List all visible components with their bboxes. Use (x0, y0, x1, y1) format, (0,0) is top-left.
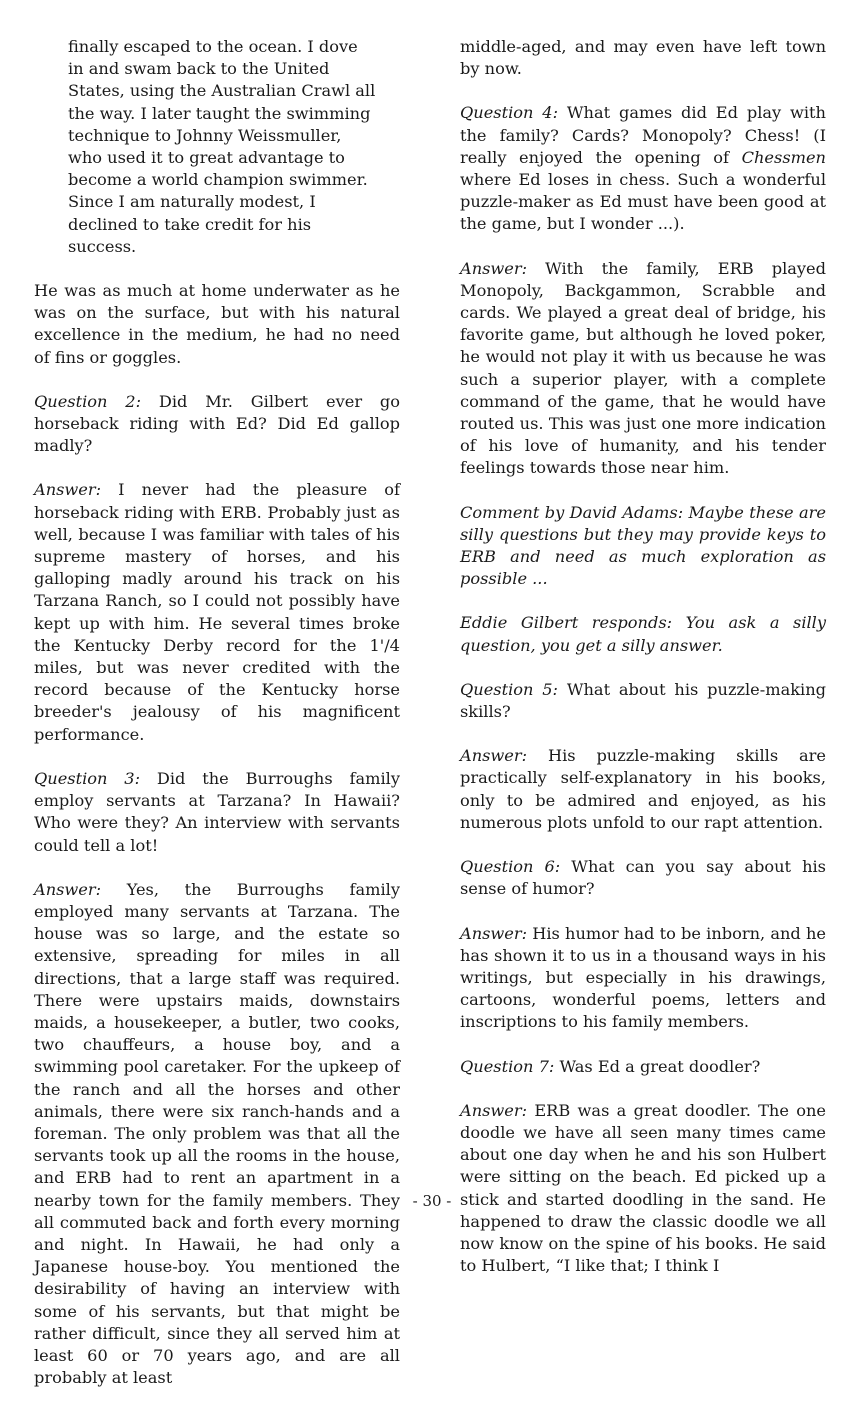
answer-6 (460, 923, 826, 1034)
question-label: Question 2: (34, 391, 142, 411)
question-4 (460, 102, 826, 235)
question-text: Did the Burroughs family employ servants at Tarzana? In Hawaii? Who were they? An interview with servants could tell a lot! (34, 768, 400, 855)
answer-text: His puzzle-making skills are practically self-explanatory in his books, only to be admired and enjoyed, as his numerous plots unfold to our rapt attention. (460, 746, 826, 832)
question-label: Question 7: (460, 1056, 555, 1076)
question-text: What about his puzzle-making skills? (460, 679, 827, 722)
question-label: Question 3: (34, 768, 141, 788)
comment-david-adams: Comment by David Adams: Maybe these are silly questions but they may provide keys to ERB and need as much exploration as possible ... (460, 502, 826, 589)
answer-label: Answer: (460, 746, 528, 766)
question-2 (34, 391, 400, 458)
page-number: - 30 - (412, 1192, 452, 1210)
question-label: Question 4: (460, 103, 559, 123)
answer-5 (460, 745, 826, 834)
question-3 (34, 768, 400, 857)
book-title: Chessmen (741, 147, 826, 167)
question-text: What games did Ed play with the family? Cards? Monopoly? Chess! (I really enjoyed the opening of (460, 103, 826, 167)
question-text: Did Mr. Gilbert ever go horseback riding with Ed? Did Ed gallop madly? (34, 391, 401, 456)
answer-3 (34, 879, 400, 1390)
answer-label: Answer: (34, 879, 102, 899)
question-text: Was Ed a great doodler? (554, 1056, 761, 1076)
question-label: Question 5: (460, 679, 559, 699)
response-eddie-gilbert: Eddie Gilbert responds: You ask a silly question, you get a silly answer. (460, 613, 826, 655)
question-6 (460, 856, 826, 900)
body-paragraph: He was as much at home underwater as he was on the surface, but with his natural excellence in the medium, he had no need of fins or goggles. (34, 281, 400, 367)
answer-text: Yes, the Burroughs family employed many servants at Tarzana. The house was so large, and the estate so extensive, spreading for miles in all directions, that a large staff was required. There were upstairs maids, downstairs maids, a housekeeper, a butler, two cooks, two chauffeurs, a house boy, and a swimming pool caretaker. For the upkeep of the ranch and all the horses and other animals, there were six ranch-hands and a foreman. The only problem was that all the servants took up all the rooms in the house, and ERB had to rent an apartment in a nearby town for the family members. They all commuted back and forth every morning and night. In Hawaii, he had only a Japanese house-boy. You mentioned the desirability of having an interview with some of his servants, but that might be rather difficult, since they all served him at least 60 or 70 years ago, and are all probably at least (34, 879, 400, 1388)
question-5 (460, 679, 826, 723)
answer-text: His humor had to be inborn, and he has shown it to us in a thousand ways in his writings, but especially in his drawings, cartoons, wonderful poems, letters and inscriptions to his family members. (460, 923, 826, 1032)
answer-text: I never had the pleasure of horseback riding with ERB. Probably just as well, because I was familiar with tales of his supreme mastery of horses, and his galloping madly around his track on his Tarzana Ranch, so I could not possibly have kept up with him. He several times broke the Kentucky Derby record for the 1'/4 miles, but was never credited with the record because of the Kentucky horse breeder's jealousy of his magnificent performance. (34, 480, 400, 744)
continued-paragraph: middle-aged, and may even have left town by now. (460, 37, 826, 79)
answer-label: Answer: (460, 923, 528, 943)
answer-4 (460, 258, 826, 480)
question-text: What can you say about his sense of humor? (460, 857, 826, 899)
question-label: Question 6: (460, 857, 561, 877)
answer-text: With the family, ERB played Monopoly, Backgammon, Scrabble and cards. We played a great deal of bridge, his favorite game, but although he loved poker, he would not play it with us because he was such a superior player, with a complete command of the game, that he would have routed us. This was just one more indication of his love of humanity, and his tender feelings towards those near him. (460, 258, 826, 478)
answer-label: Answer: (460, 1100, 528, 1120)
right-column (460, 36, 826, 1299)
answer-label: Answer: (460, 258, 528, 278)
question-text: where Ed loses in chess. Such a wonderful puzzle-maker as Ed must have been good at the game, but I wonder ...). (460, 170, 826, 234)
answer-label: Answer: (34, 480, 102, 500)
quoted-paragraph: finally escaped to the ocean. I dove in and swam back to the United States, using the Australian Crawl all the way. I later taught the swimming technique to Johnny Weissmuller, who used it to great advantage to become a world champion swimmer. Since I am naturally modest, I declined to take credit for his success. (68, 37, 376, 256)
answer-text: ERB was a great doodler. The one doodle we have all seen many times came about one day when he and his son Hulbert were sitting on the beach. Ed picked up a stick and started doodling in the sand. He happened to draw the classic doodle we all now know on the spine of his books. He said to Hulbert, “I like that; I think I (460, 1100, 826, 1276)
question-7 (460, 1056, 826, 1078)
answer-7 (460, 1100, 826, 1278)
answer-2 (34, 479, 400, 745)
